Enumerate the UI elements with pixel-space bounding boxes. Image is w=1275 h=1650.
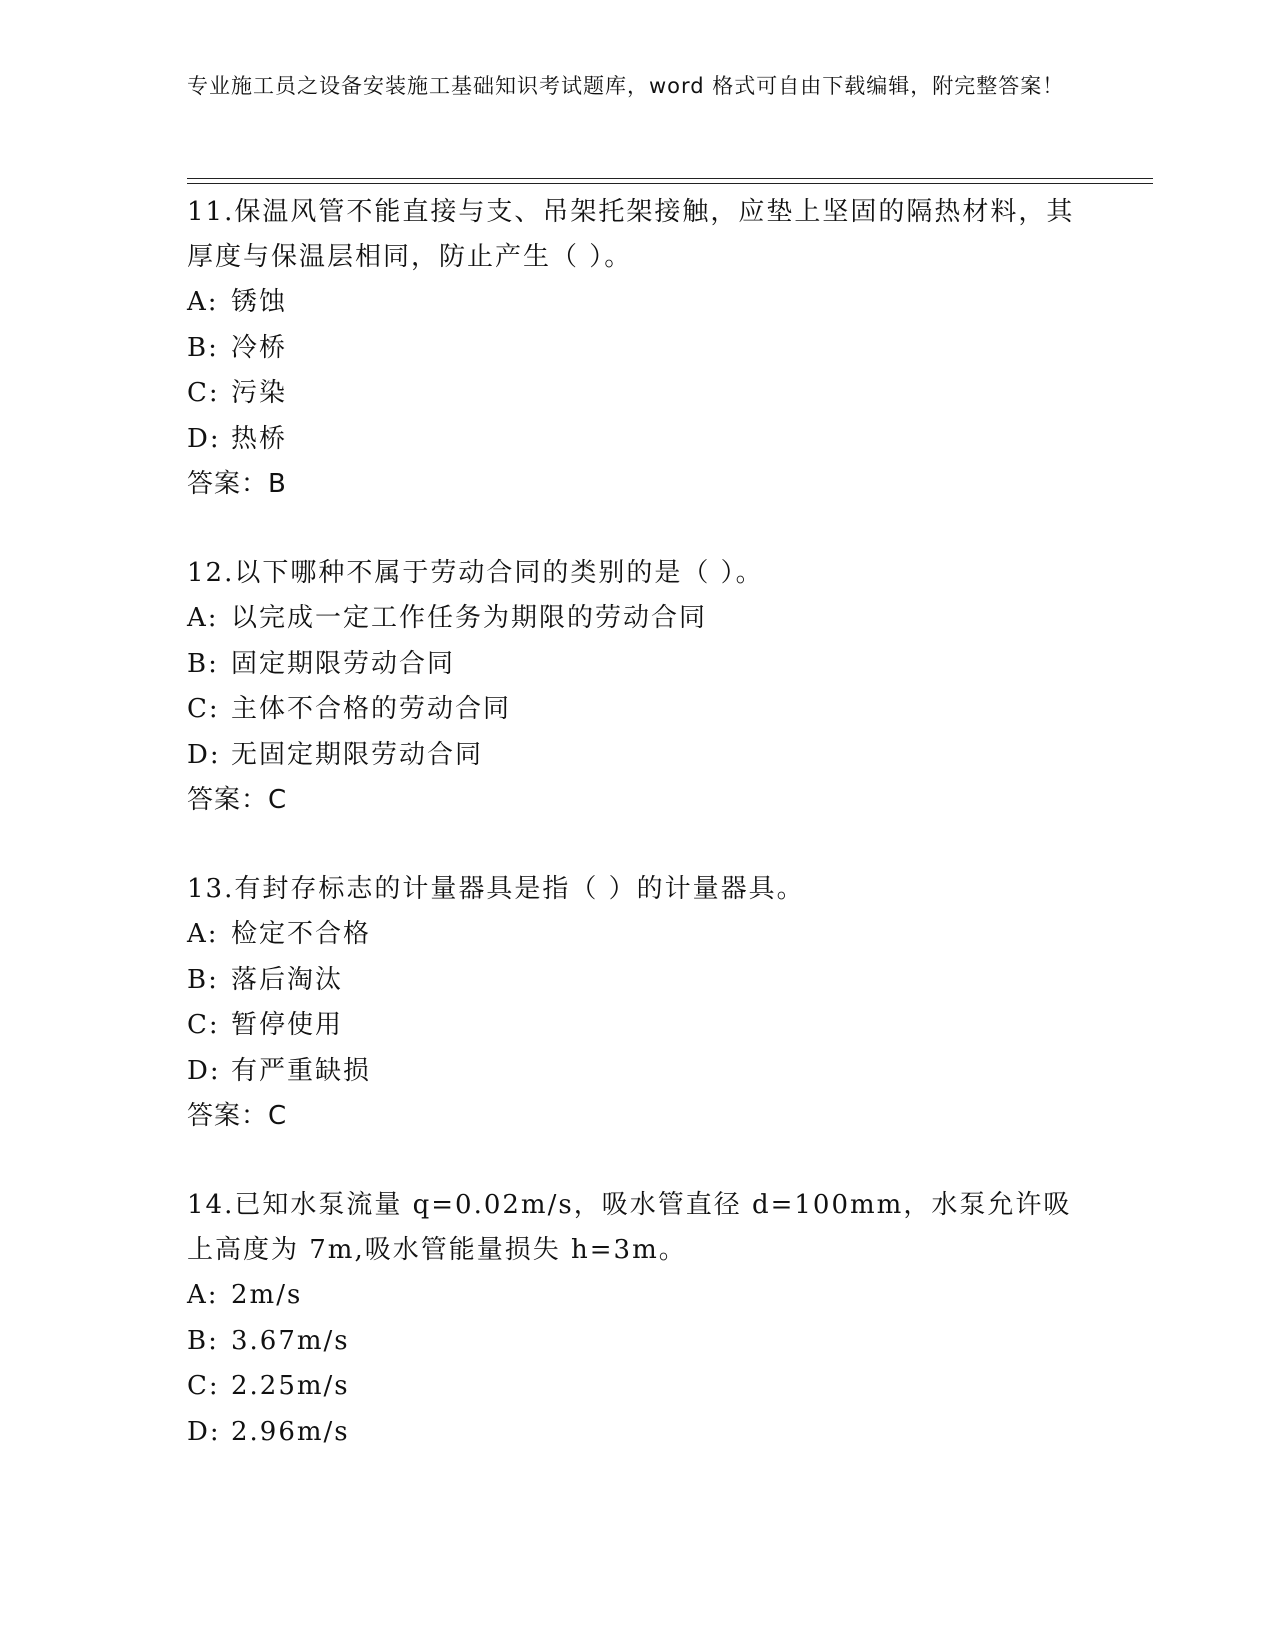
document-header: 专业施工员之设备安装施工基础知识考试题库，word 格式可自由下载编辑，附完整答案！ xyxy=(187,74,1065,98)
answer-option xyxy=(187,417,1087,463)
answer-option xyxy=(187,596,1087,642)
answer-option xyxy=(187,1410,1087,1456)
option-letter: B: xyxy=(187,648,219,679)
question-item xyxy=(187,551,1087,867)
answer-option xyxy=(187,687,1087,733)
answer-option xyxy=(187,1319,1087,1365)
option-text: 以完成一定工作任务为期限的劳动合同 xyxy=(231,603,708,633)
question-item xyxy=(187,190,1087,551)
question-stem: 13.有封存标志的计量器具是指（ ）的计量器具。 xyxy=(187,874,805,904)
answer-option xyxy=(187,280,1087,326)
option-letter: C: xyxy=(187,1371,220,1401)
answer-option xyxy=(187,733,1087,779)
option-text: 2.25m/s xyxy=(231,1371,350,1401)
option-letter: C: xyxy=(187,1010,220,1040)
option-letter: B: xyxy=(187,332,219,363)
option-letter: A: xyxy=(187,1280,219,1310)
option-letter: C: xyxy=(187,378,220,408)
answer-option xyxy=(187,1273,1087,1319)
option-text: 无固定期限劳动合同 xyxy=(231,739,484,770)
answer-key: 答案：C xyxy=(187,785,288,815)
answer-option xyxy=(187,326,1087,372)
answer-option xyxy=(187,1003,1087,1049)
answer-option xyxy=(187,1364,1087,1410)
answer-key: 答案：B xyxy=(187,469,287,499)
header-divider-bottom xyxy=(187,183,1153,184)
option-text: 污染 xyxy=(231,378,288,408)
answer-option xyxy=(187,371,1087,417)
option-letter: A: xyxy=(187,603,219,633)
answer-option xyxy=(187,642,1087,688)
option-text: 有严重缺损 xyxy=(231,1055,372,1086)
option-text: 暂停使用 xyxy=(231,1010,344,1040)
option-letter: A: xyxy=(187,919,219,949)
answer-key: 答案：C xyxy=(187,1101,288,1131)
question-stem: 14.已知水泵流量 q=0.02m/s，吸水管直径 d=100mm，水泵允许吸上高度为 7m,吸水管能量损失 h=3m。 xyxy=(187,1190,1072,1265)
answer-option xyxy=(187,958,1087,1004)
question-list xyxy=(187,190,1087,1455)
option-text: 2.96m/s xyxy=(231,1416,350,1447)
option-letter: B: xyxy=(187,964,219,995)
option-text: 2m/s xyxy=(231,1280,303,1310)
option-letter: D: xyxy=(187,1416,221,1447)
question-stem: 12.以下哪种不属于劳动合同的类别的是（ ）。 xyxy=(187,558,764,588)
question-spacer xyxy=(187,1139,1087,1183)
question-item xyxy=(187,1183,1087,1455)
option-text: 锈蚀 xyxy=(231,287,288,317)
option-letter: C: xyxy=(187,694,220,724)
option-text: 检定不合格 xyxy=(231,919,372,949)
option-letter: D: xyxy=(187,1055,221,1086)
option-text: 固定期限劳动合同 xyxy=(231,648,456,679)
question-item xyxy=(187,867,1087,1183)
option-letter: A: xyxy=(187,287,219,317)
answer-option xyxy=(187,1049,1087,1095)
option-text: 冷桥 xyxy=(231,332,288,363)
answer-option xyxy=(187,912,1087,958)
option-text: 3.67m/s xyxy=(231,1325,350,1356)
option-letter: D: xyxy=(187,739,221,770)
option-letter: B: xyxy=(187,1325,219,1356)
question-spacer xyxy=(187,507,1087,551)
header-divider-top xyxy=(187,178,1153,179)
option-text: 落后淘汰 xyxy=(231,964,344,995)
option-text: 热桥 xyxy=(231,423,288,454)
question-stem: 11.保温风管不能直接与支、吊架托架接触，应垫上坚固的隔热材料，其厚度与保温层相同，防止产生（ ）。 xyxy=(187,197,1075,272)
option-text: 主体不合格的劳动合同 xyxy=(231,694,512,724)
option-letter: D: xyxy=(187,423,221,454)
question-spacer xyxy=(187,823,1087,867)
